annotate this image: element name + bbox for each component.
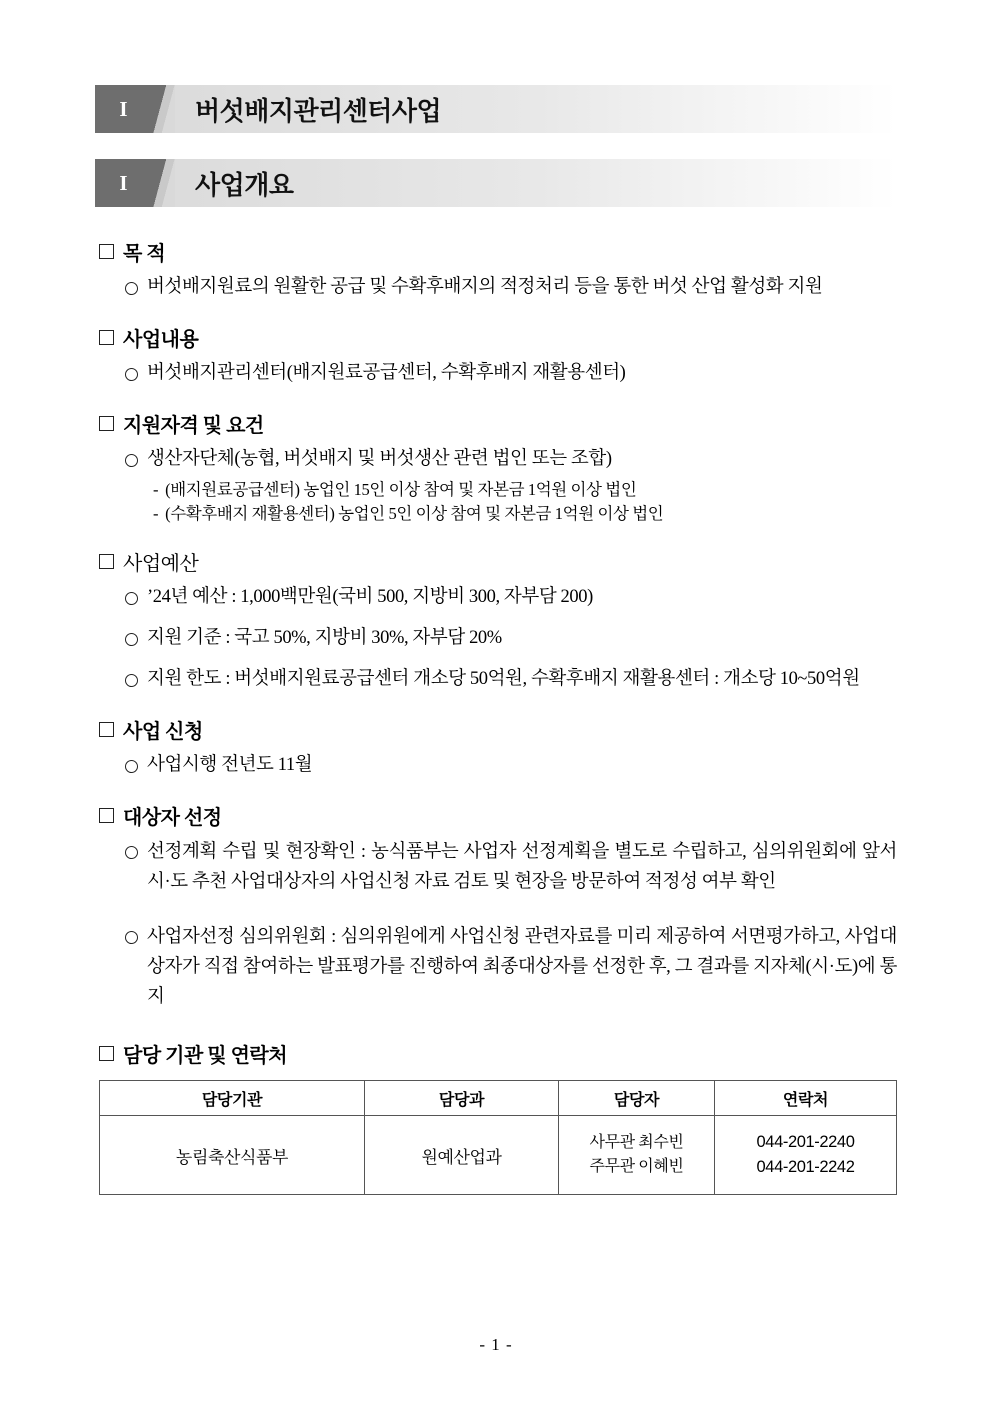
- section-heading-text: 사업예산: [123, 553, 199, 576]
- list-item-text: 버섯배지관리센터(배지원료공급센터, 수확후배지 재활용센터): [147, 362, 626, 383]
- section-selection: [95, 801, 897, 1014]
- square-bullet-icon: [99, 330, 114, 345]
- table-column-header: 담당기관: [100, 1081, 365, 1116]
- list-item-text: 버섯배지원료의 원활한 공급 및 수확후배지의 적정처리 등을 통한 버섯 산업 활성화 지원: [147, 277, 823, 297]
- section-eligibility: [95, 409, 897, 526]
- banner-heading-main: [95, 85, 897, 133]
- table-cell-dept: 원예산업과: [365, 1116, 559, 1195]
- list-item-text: 지원 기준 : 국고 50%, 지방비 30%, 자부담 20%: [147, 628, 502, 649]
- section-heading-text: 목 적: [123, 243, 166, 265]
- section-heading: [99, 715, 897, 744]
- person-line-2: 주무관 이혜빈: [589, 1158, 684, 1176]
- square-bullet-icon: [99, 1046, 114, 1061]
- circle-bullet-icon: [125, 592, 138, 605]
- section-heading: [99, 237, 897, 266]
- list-item: [125, 446, 897, 473]
- table-column-header: 담당자: [559, 1081, 715, 1116]
- section-body: [125, 274, 897, 301]
- circle-bullet-icon: [125, 674, 138, 687]
- list-item-text: 선정계획 수립 및 현장확인 : 농식품부는 사업자 선정계획을 별도로 수립하고, 심의위원회에 앞서 시·도 추천 사업대상자의 사업신청 자료 검토 및 현장을 방문하여 적정성 여부 확인: [147, 841, 897, 892]
- sub-list-item-text: (수확후배지 재활용센터) 농업인 5인 이상 참여 및 자본금 1억원 이상 법인: [165, 503, 664, 523]
- section-application: [95, 715, 897, 779]
- sub-list-item-text: (배지원료공급센터) 농업인 15인 이상 참여 및 자본금 1억원 이상 법인: [165, 480, 637, 500]
- section-heading: [99, 547, 897, 576]
- circle-bullet-icon: [125, 454, 138, 467]
- circle-bullet-icon: [125, 846, 138, 859]
- list-item-text: ’24년 예산 : 1,000백만원(국비 500, 지방비 300, 자부담 200): [147, 587, 593, 608]
- list-item: [125, 838, 897, 898]
- list-item-text: 생산자단체(농협, 버섯배지 및 버섯생산 관련 법인 또는 조합): [147, 448, 612, 469]
- banner-title: 사업개요: [195, 170, 294, 200]
- banner-slash-decoration: [153, 85, 175, 133]
- page-number: - 1 -: [479, 1335, 513, 1354]
- list-item: [125, 625, 897, 652]
- list-item: [125, 923, 897, 1013]
- section-heading-text: 사업내용: [123, 328, 199, 351]
- square-bullet-icon: [99, 554, 114, 569]
- sub-list: [153, 478, 897, 525]
- section-budget: [95, 547, 897, 692]
- person-line-1: 사무관 최수빈: [589, 1134, 684, 1152]
- list-item: [125, 584, 897, 611]
- circle-bullet-icon: [125, 931, 138, 944]
- circle-bullet-icon: [125, 282, 138, 295]
- section-heading: [99, 1039, 897, 1068]
- section-purpose: [95, 237, 897, 301]
- section-heading-text: 지원자격 및 요건: [123, 414, 264, 437]
- tel-line-1: 044-201-2240: [756, 1133, 855, 1152]
- section-body: [125, 838, 897, 1014]
- section-body: [125, 752, 897, 779]
- table-cell-person: [559, 1116, 715, 1195]
- section-heading: [99, 323, 897, 352]
- table-column-header: 담당과: [365, 1081, 559, 1116]
- circle-bullet-icon: [125, 368, 138, 381]
- dash-bullet-icon: -: [153, 480, 159, 500]
- list-item-text: 사업시행 전년도 11월: [147, 754, 313, 775]
- banner-heading-section: [95, 159, 897, 207]
- section-contact: [95, 1039, 897, 1195]
- section-heading: [99, 409, 897, 438]
- table-cell-org: 농림축산식품부: [100, 1116, 365, 1195]
- list-item: [125, 274, 897, 301]
- section-heading-text: 사업 신청: [123, 720, 203, 743]
- list-item-text: 사업자선정 심의위원회 : 심의위원에게 사업신청 관련자료를 미리 제공하여 서면평가하고, 사업대상자가 직접 참여하는 발표평가를 진행하여 최종대상자를 선정한 후, 그 결과를 지자체(시·도)에 통지: [147, 927, 897, 1008]
- square-bullet-icon: [99, 808, 114, 823]
- table-cell-tel: [715, 1116, 897, 1195]
- section-body: [125, 360, 897, 387]
- contact-table: [99, 1080, 897, 1195]
- banner-title: 버섯배지관리센터사업: [195, 96, 442, 126]
- list-item: [125, 666, 897, 693]
- section-body: [125, 446, 897, 526]
- table-row: [100, 1116, 897, 1195]
- table-header-row: [100, 1081, 897, 1116]
- sub-list-item: [153, 478, 897, 501]
- circle-bullet-icon: [125, 760, 138, 773]
- section-business-content: [95, 323, 897, 387]
- sub-list-item: [153, 502, 897, 525]
- square-bullet-icon: [99, 416, 114, 431]
- dash-bullet-icon: -: [153, 503, 159, 523]
- banner-slash-decoration: [153, 159, 175, 207]
- square-bullet-icon: [99, 244, 114, 259]
- section-heading-text: 담당 기관 및 연락처: [123, 1045, 288, 1068]
- square-bullet-icon: [99, 722, 114, 737]
- section-heading: [99, 801, 897, 830]
- list-item: [125, 752, 897, 779]
- section-body: [125, 584, 897, 692]
- banner-number: I: [95, 159, 153, 207]
- list-item: [125, 360, 897, 387]
- circle-bullet-icon: [125, 633, 138, 646]
- banner-number: I: [95, 85, 153, 133]
- tel-line-2: 044-201-2242: [756, 1158, 855, 1177]
- list-item-text: 지원 한도 : 버섯배지원료공급센터 개소당 50억원, 수확후배지 재활용센터 : 개소당 10~50억원: [147, 668, 860, 689]
- section-heading-text: 대상자 선정: [123, 806, 222, 829]
- table-column-header: 연락처: [715, 1081, 897, 1116]
